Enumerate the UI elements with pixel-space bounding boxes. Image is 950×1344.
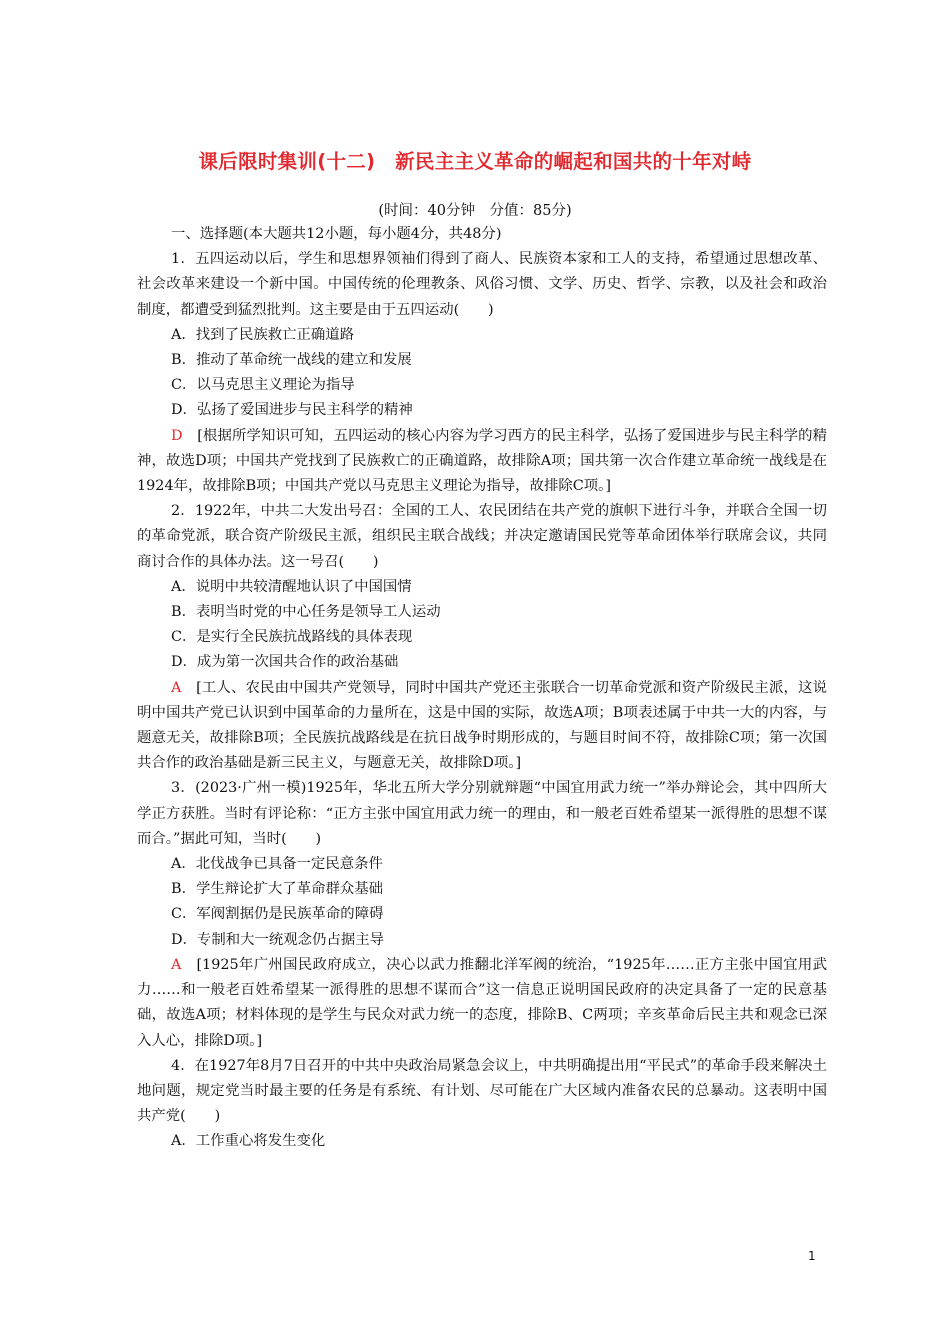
option-c: C．以马克思主义理论为指导 (171, 377, 355, 394)
option-b: B．推动了革命统一战线的建立和发展 (171, 352, 412, 369)
option-b: B．表明当时党的中心任务是领导工人运动 (171, 604, 441, 621)
answer-explanation (137, 424, 827, 500)
answer-letter: D (171, 427, 183, 444)
option-a: A．北伐战争已具备一定民意条件 (171, 856, 383, 873)
option-a: A．工作重心将发生变化 (171, 1133, 326, 1150)
explanation-text: [工人、农民由中国共产党领导，同时中国共产党还主张联合一切革命党派和资产阶级民主派，这说明中国共产党已认识到中国革命的力量所在，这是中国的实际，故选A项；B项表述属于中共一大的内容，与题意无关，故排除B项；全民族抗战路线是在抗日战争时期形成的，与题目时间不符，故排除C项；第一次国共合作的政治基础是新三民主义，与题意无关，故排除D项。] (137, 679, 827, 772)
option-b: B．学生辩论扩大了革命群众基础 (171, 881, 384, 898)
option-a: A．说明中共较清醒地认识了中国国情 (171, 578, 412, 595)
answer-explanation (137, 676, 827, 777)
answer-letter: A (171, 956, 182, 973)
question-stem: 4．在1927年8月7日召开的中共中央政治局紧急会议上，中共明确提出用“平民式”的革命手段来解决土地问题，规定党当时最主要的任务是有系统、有计划、尽可能在广大区域内准备农民的总暴动。这表明中国共产党( ) (137, 1057, 827, 1125)
option-d: D．弘扬了爱国进步与民主科学的精神 (171, 402, 413, 419)
answer-letter: A (171, 679, 182, 696)
question-stem: 3．(2023·广州一模)1925年，华北五所大学分别就辩题“中国宜用武力统一”举办辩论会，其中四所大学正方获胜。当时有评论称：“正方主张中国宜用武力统一的理由，和一般老百姓希望某一派得胜的思想不谋而合。”据此可知，当时( ) (137, 780, 827, 847)
option-c: C．是实行全民族抗战路线的具体表现 (171, 629, 413, 646)
explanation-text: [1925年广州国民政府成立，决心以武力推翻北洋军阀的统治，“1925年……正方主张中国宜用武力……和一般老百姓希望某一派得胜的思想不谋而合”这一信息正说明国民政府的决定具备了一定的民意基础，故选A项；材料体现的是学生与民众对武力统一的态度，排除B、C两项；辛亥革命后民主共和观念已深入人心，排除D项。] (137, 956, 827, 1049)
page-number: 1 (808, 1249, 816, 1263)
section-heading: 一、选择题(本大题共12小题，每小题4分，共48分) (171, 226, 502, 242)
option-d: D．专制和大一统观念仍占据主导 (171, 931, 385, 948)
option-a: A．找到了民族救亡正确道路 (171, 326, 355, 343)
question-stem: 1．五四运动以后，学生和思想界领袖们得到了商人、民族资本家和工人的支持，希望通过思想改革、社会改革来建设一个新中国。中国传统的伦理教条、风俗习惯、文学、历史、哲学、宗教，以及社会和政治制度，都遭受到猛烈批判。这主要是由于五四运动( ) (137, 251, 827, 318)
question-content (137, 222, 827, 1155)
explanation-text: [根据所学知识可知，五四运动的核心内容为学习西方的民主科学，弘扬了爱国进步与民主科学的精神，故选D项；中国共产党找到了民族救亡的正确道路，故排除A项；国共第一次合作建立革命统一战线是在1924年，故排除B项；中国共产党以马克思主义理论为指导，故排除C项。] (137, 427, 827, 495)
option-c: C．军阀割据仍是民族革命的障碍 (171, 906, 384, 923)
page-title: 课后限时集训(十二) 新民主主义革命的崛起和国共的十年对峙 (198, 150, 752, 173)
time-score-info: (时间：40分钟 分值：85分) (378, 203, 572, 219)
answer-explanation (137, 953, 827, 1054)
question-stem: 2．1922年，中共二大发出号召：全国的工人、农民团结在共产党的旗帜下进行斗争，并联合全国一切的革命党派，联合资产阶级民主派，组织民主联合战线；并决定邀请国民党等革命团体举行联席会议，共同商讨合作的具体办法。这一号召( ) (137, 503, 827, 570)
option-d: D．成为第一次国共合作的政治基础 (171, 654, 399, 671)
